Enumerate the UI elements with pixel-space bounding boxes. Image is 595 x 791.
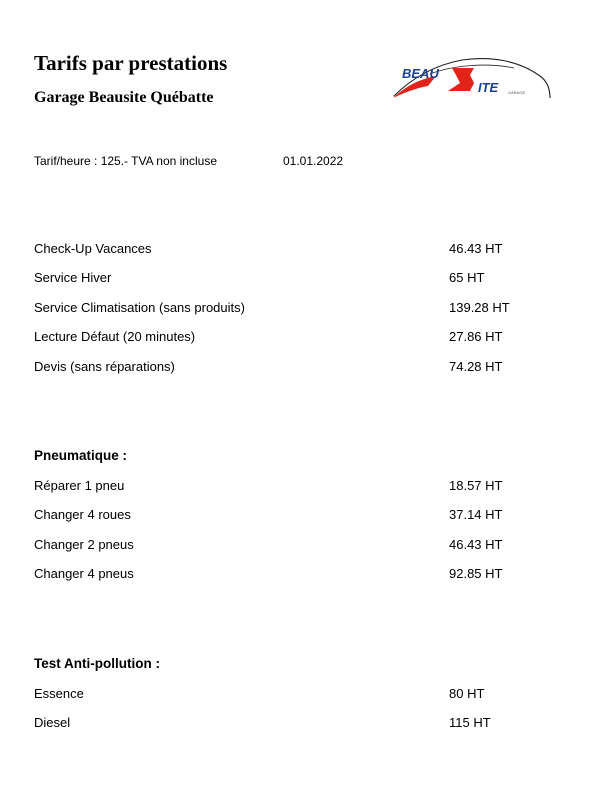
service-label: Check-Up Vacances: [34, 241, 152, 256]
section-title-pneumatique: Pneumatique :: [34, 448, 128, 463]
service-label: Changer 2 pneus: [34, 537, 134, 552]
tire-service-row: [34, 565, 574, 583]
page-subtitle: Garage Beausite Québatte: [34, 89, 214, 106]
service-row: [34, 269, 574, 287]
logo-text-garage: GARAGE: [508, 90, 526, 95]
emission-test-row: [34, 685, 574, 703]
service-label: Diesel: [34, 715, 71, 730]
section-title-anti-pollution: Test Anti-pollution :: [34, 656, 160, 671]
tire-service-row: [34, 477, 574, 495]
logo-text-beau: BEAU: [402, 66, 439, 81]
service-label: Réparer 1 pneu: [34, 478, 125, 493]
service-price: 65 HT: [449, 270, 485, 285]
emission-test-row: [34, 714, 574, 732]
service-label: Essence: [34, 686, 84, 701]
service-price: 46.43 HT: [449, 537, 503, 552]
service-price: 92.85 HT: [449, 566, 503, 581]
service-price: 139.28 HT: [449, 300, 510, 315]
service-label: Devis (sans réparations): [34, 359, 175, 374]
hourly-rate: Tarif/heure : 125.- TVA non incluse: [34, 154, 217, 168]
logo-text-ite: ITE: [478, 80, 499, 95]
service-row: [34, 240, 574, 258]
service-price: 115 HT: [449, 715, 491, 730]
service-label: Changer 4 roues: [34, 507, 131, 522]
service-price: 18.57 HT: [449, 478, 503, 493]
page-title: Tarifs par prestations: [34, 51, 228, 75]
service-label: Service Hiver: [34, 270, 112, 285]
service-price: 74.28 HT: [449, 359, 503, 374]
garage-logo: [390, 52, 552, 108]
service-row: [34, 299, 574, 317]
service-row: [34, 328, 574, 346]
service-label: Service Climatisation (sans produits): [34, 300, 245, 315]
tariff-date: 01.01.2022: [283, 154, 344, 168]
tire-service-row: [34, 536, 574, 554]
service-price: 37.14 HT: [449, 507, 503, 522]
service-label: Lecture Défaut (20 minutes): [34, 329, 196, 344]
service-price: 46.43 HT: [449, 241, 503, 256]
service-price: 80 HT: [449, 686, 485, 701]
service-label: Changer 4 pneus: [34, 566, 134, 581]
service-price: 27.86 HT: [449, 329, 503, 344]
service-row: [34, 358, 574, 376]
tire-service-row: [34, 506, 574, 524]
